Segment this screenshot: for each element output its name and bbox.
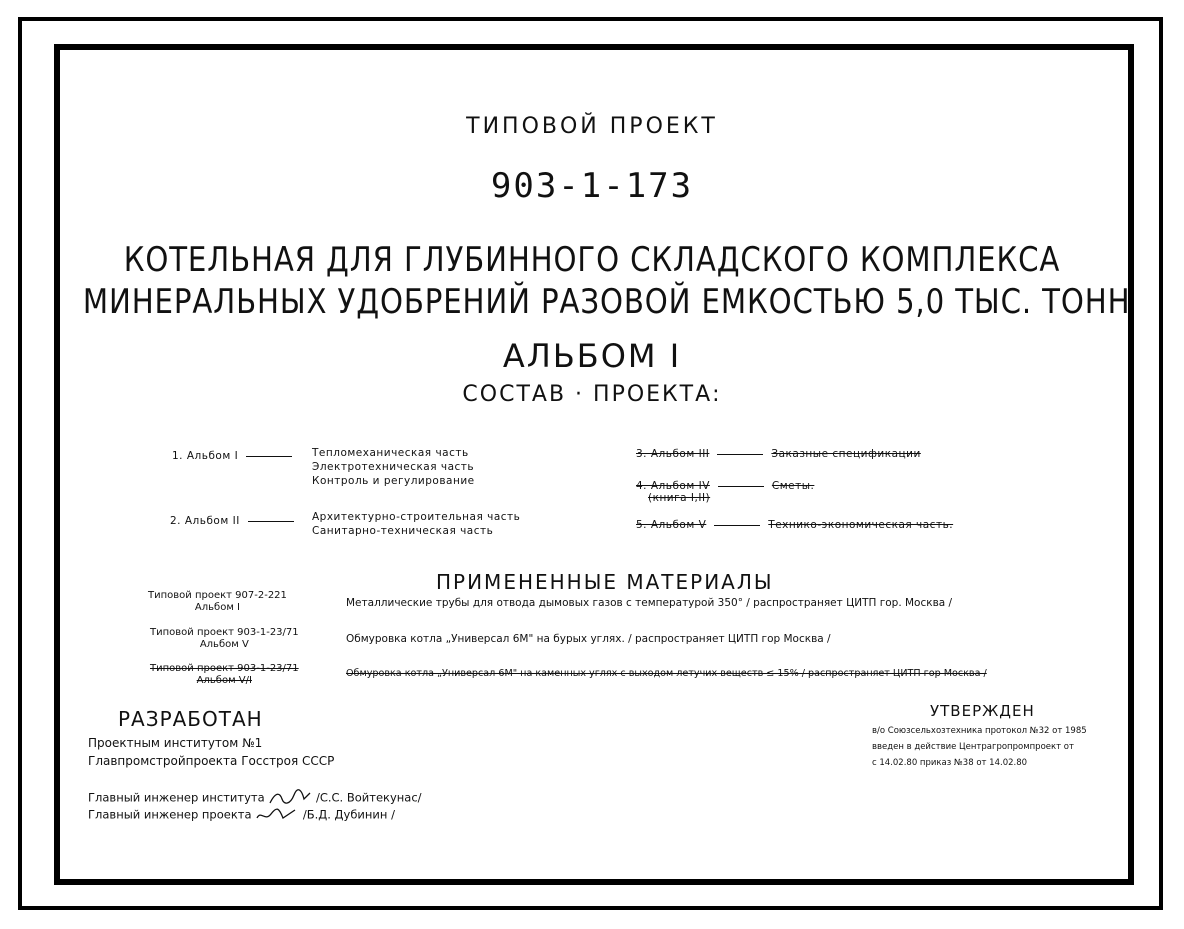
project-number: 903-1-173	[490, 166, 694, 206]
composition-line: Контроль и регулирование	[312, 475, 475, 487]
signature-icon	[255, 806, 299, 824]
album-number: 4. Альбом IV	[636, 480, 710, 492]
material-project-album: Альбом V	[199, 639, 249, 650]
material-project-number: Типовой проект 903-1-23/71	[150, 627, 299, 638]
material-project-number: Типовой проект 907-2-221	[148, 590, 287, 601]
composition-heading: СОСТАВ · ПРОЕКТА:	[462, 382, 722, 407]
dash	[717, 454, 763, 455]
signature-row	[88, 806, 395, 824]
approved-title: УТВЕРЖДЕН	[930, 702, 1035, 720]
composition-item	[636, 519, 953, 531]
approved-line: в/о Союзсельхозтехника протокол №32 от 1985	[872, 726, 1087, 736]
composition-item	[636, 448, 921, 460]
signature-name: /Б.Д. Дубинин /	[302, 807, 395, 822]
material-project-album: Альбом V/I	[196, 675, 252, 686]
composition-line: Заказные спецификации	[771, 448, 921, 460]
composition-item-lines	[312, 446, 475, 488]
composition-line: Сметы.	[771, 480, 815, 492]
developer-line: Проектным институтом №1	[88, 736, 263, 750]
signature-name: /С.С. Войтекунас/	[315, 790, 422, 805]
title-line-2: МИНЕРАЛЬНЫХ УДОБРЕНИЙ РАЗОВОЙ ЕМКОСТЬЮ 5,0 ТЫС. ТОНН	[82, 282, 1131, 322]
developer-line: Главпромстройпроекта Госстроя СССР	[88, 754, 335, 768]
material-text: Металлические трубы для отвода дымовых газов с температурой 350° / распространяет ЦИТП гор. Москва /	[346, 597, 953, 609]
composition-line: Электротехническая часть	[312, 461, 475, 473]
album-sub: (книга I,II)	[648, 492, 711, 504]
material-project	[150, 627, 299, 651]
material-text: Обмуровка котла „Универсал 6М" на бурых углях. / распространяет ЦИТП гор Москва /	[346, 633, 831, 645]
approved-line: с 14.02.80 приказ №38 от 14.02.80	[872, 758, 1028, 768]
album-number: 3. Альбом III	[636, 448, 710, 460]
project-type-label: ТИПОВОЙ ПРОЕКТ	[466, 114, 718, 139]
developed-title: РАЗРАБОТАН	[118, 707, 263, 731]
signature-row	[88, 789, 422, 807]
composition-item	[172, 450, 300, 462]
album-number: 2. Альбом II	[170, 515, 240, 527]
composition-item	[170, 515, 302, 527]
dash	[718, 486, 764, 487]
composition-line: Санитарно-техническая часть	[312, 525, 494, 537]
album-number: 5. Альбом V	[636, 519, 707, 531]
signature-icon	[268, 789, 312, 807]
material-text: Обмуровка котла „Универсал 6М" на каменных углях с выходом летучих веществ ≤ 15% / распространяет ЦИТП гор Москва /	[346, 668, 987, 679]
composition-line: Тепломеханическая часть	[312, 447, 469, 459]
composition-line: Технико-экономическая часть.	[768, 519, 954, 531]
dash	[248, 521, 294, 522]
signature-role: Главный инженер проекта	[88, 807, 252, 822]
title-line-1: КОТЕЛЬНАЯ ДЛЯ ГЛУБИННОГО СКЛАДСКОГО КОМПЛЕКСА	[123, 240, 1061, 280]
material-project-number: Типовой проект 903-1-23/71	[150, 663, 299, 674]
composition-line: Архитектурно-строительная часть	[312, 511, 521, 523]
signature-role: Главный инженер института	[88, 790, 265, 805]
composition-item-lines	[312, 510, 520, 538]
material-project-album: Альбом I	[194, 602, 240, 613]
album-number: 1. Альбом I	[172, 450, 239, 462]
dash	[246, 456, 292, 457]
material-project	[150, 663, 299, 687]
material-project	[148, 590, 287, 614]
album-label: АЛЬБОМ I	[502, 337, 682, 375]
materials-title: ПРИМЕНЕННЫЕ МАТЕРИАЛЫ	[436, 570, 774, 594]
dash	[714, 525, 760, 526]
approved-line: введен в действие Центрагропромпроект от	[872, 742, 1074, 752]
composition-item	[636, 480, 814, 504]
